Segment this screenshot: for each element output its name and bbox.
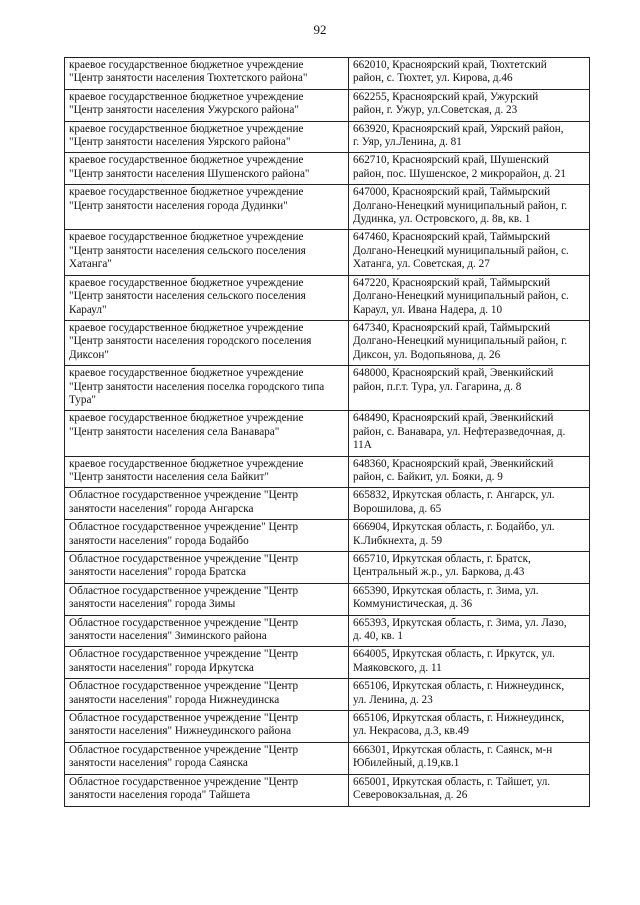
institution-name-cell [65,320,349,365]
table-row [65,275,590,320]
table-row [65,366,590,411]
address-line: 665832, Иркутская область, г. Ангарск, ул. [353,489,555,502]
institution-name-line: Областное государственное учреждение "Центр [69,775,299,788]
institution-name-cell [65,58,349,90]
institution-name-line: занятости населения" города Зимы [69,598,236,611]
address-line: 648360, Красноярский край, Эвенкийский [353,457,554,470]
table-row [65,185,590,230]
address-cell [349,320,590,365]
address-line: Диксон, ул. Водопьянова, д. 26 [353,348,501,361]
address-line: 662010, Красноярский край, Тюхтетский [353,59,547,71]
address-cell [349,488,590,520]
institution-name-line: Областное государственное учреждение "Центр [69,584,299,597]
address-line: район, с. Байкит, ул. Бояки, д. 9 [353,470,503,483]
address-line: 647000, Красноярский край, Таймырский [353,186,551,199]
institution-name-line: краевое государственное бюджетное учреждение [69,154,304,167]
institution-name-line: "Центр занятости населения Тюхтетского района" [69,72,308,85]
institution-name-line: Областное государственное учреждение "Центр [69,680,299,693]
institution-name-line: "Центр занятости населения села Ванавара" [69,425,280,438]
institution-name-line: занятости населения" города Ангарска [69,502,254,515]
address-cell [349,520,590,552]
institution-name-line: краевое государственное бюджетное учреждение [69,276,304,289]
institution-name-line: "Центр занятости населения сельского поселения [69,290,306,303]
institution-name-cell [65,774,349,806]
institution-name-line: "Центр занятости населения Шушенского района" [69,167,310,180]
institution-name-line: "Центр занятости населения села Байкит" [69,470,269,483]
table-row [65,230,590,275]
institution-name-line: Областное государственное учреждение "Центр [69,553,299,565]
address-line: Хатанга, ул. Советская, д. 27 [353,258,490,271]
address-cell [349,411,590,456]
institution-name-line: занятости населения" Зиминского района [69,630,267,643]
institution-name-line: краевое государственное бюджетное учреждение [69,186,304,199]
institution-name-cell [65,366,349,411]
institution-name-cell [65,456,349,488]
address-line: район, г. Ужур, ул.Советская, д. 23 [353,104,518,117]
address-line: 11А [353,439,372,452]
institution-name-cell [65,275,349,320]
institution-name-line: краевое государственное бюджетное учреждение [69,59,304,71]
address-cell [349,774,590,806]
institution-name-line: Областное государственное учреждение "Центр [69,648,299,661]
employment-centers-table [64,57,590,807]
table-row [65,774,590,806]
institution-name-line: "Центр занятости населения Уярского района" [69,136,291,149]
table-row [65,679,590,711]
address-line: Долгано-Ненецкий муниципальный район, г. [353,335,568,348]
table-row [65,58,590,90]
address-cell [349,89,590,121]
address-cell [349,185,590,230]
institution-name-line: занятости населения" города Саянска [69,757,248,770]
institution-name-line: Караул" [69,303,107,316]
address-cell [349,552,590,584]
institution-name-line: краевое государственное бюджетное учреждение [69,231,304,244]
address-line: 647340, Красноярский край, Таймырский [353,321,551,334]
institution-name-line: занятости населения" города Братска [69,566,246,579]
address-line: 665106, Иркутская область, г. Нижнеудинск, [353,680,565,693]
institution-name-line: Областное государственное учреждение "Центр [69,743,299,756]
table-row [65,488,590,520]
institution-name-cell [65,230,349,275]
address-line: Северовокзальная, д. 26 [353,789,468,802]
address-cell [349,456,590,488]
institution-name-cell [65,583,349,615]
table-row [65,456,590,488]
institution-name-line: Диксон" [69,348,109,361]
institution-name-cell [65,89,349,121]
institution-name-line: занятости населения" города Бодайбо [69,534,249,547]
address-line: Коммунистическая, д. 36 [353,598,473,611]
institution-name-line: Областное государственное учреждение" Центр [69,521,299,534]
table-row [65,520,590,552]
address-line: 663920, Красноярский край, Уярский район, [353,122,564,135]
institution-name-cell [65,488,349,520]
institution-name-line: "Центр занятости населения Ужурского района" [69,104,299,117]
table-row [65,583,590,615]
institution-name-cell [65,552,349,584]
address-line: район, п.г.т. Тура, ул. Гагарина, д. 8 [353,380,522,393]
address-line: 666301, Иркутская область, г. Саянск, м-н [353,743,553,756]
address-line: Центральный ж.р., ул. Баркова, д.43 [353,566,525,579]
institution-name-line: краевое государственное бюджетное учреждение [69,412,304,425]
institution-name-cell [65,679,349,711]
address-line: 665710, Иркутская область, г. Братск, [353,553,531,565]
address-line: ул. Некрасова, д.3, кв.49 [353,725,469,738]
address-line: 665393, Иркутская область, г. Зима, ул. Лазо, [353,616,567,629]
institution-name-line: "Центр занятости населения сельского поселения [69,244,306,257]
institution-name-line: занятости населения города" Тайшета [69,789,251,802]
address-line: 664005, Иркутская область, г. Иркутск, ул. [353,648,555,661]
address-line: 647460, Красноярский край, Таймырский [353,231,551,244]
address-cell [349,121,590,153]
table-row [65,711,590,743]
address-line: Юбилейный, д.19,кв.1 [353,757,460,770]
address-line: г. Уяр, ул.Ленина, д. 81 [353,136,462,149]
address-line: д. 40, кв. 1 [353,630,403,643]
address-line: ул. Ленина, д. 23 [353,693,433,706]
address-line: 662710, Красноярский край, Шушенский [353,154,549,167]
address-cell [349,58,590,90]
address-line: 666904, Иркутская область, г. Бодайбо, ул. [353,521,555,534]
address-line: 665106, Иркутская область, г. Нижнеудинск, [353,712,565,725]
institution-name-line: "Центр занятости населения городского поселения [69,335,312,348]
address-line: Дудинка, ул. Островского, д. 8в, кв. 1 [353,213,531,226]
institution-name-line: Областное государственное учреждение "Центр [69,616,299,629]
institution-name-line: занятости населения" города Иркутска [69,661,254,674]
table-row [65,742,590,774]
institution-name-cell [65,185,349,230]
page-number: 92 [313,22,327,37]
address-line: район, с. Тюхтет, ул. Кирова, д.46 [353,72,513,85]
address-line: К.Либкнехта, д. 59 [353,534,443,547]
address-cell [349,230,590,275]
address-line: 662255, Красноярский край, Ужурский [353,90,539,103]
institution-name-line: "Центр занятости населения поселка городского типа [69,380,325,393]
address-cell [349,647,590,679]
institution-name-line: Областное государственное учреждение "Центр [69,712,299,725]
address-cell [349,583,590,615]
institution-name-cell [65,647,349,679]
table-row [65,552,590,584]
table-row [65,615,590,647]
institution-name-line: Тура" [69,393,96,406]
table-body [65,58,590,807]
table-row [65,89,590,121]
address-cell [349,153,590,185]
table-row [65,411,590,456]
institution-name-cell [65,742,349,774]
institution-name-line: краевое государственное бюджетное учреждение [69,367,304,380]
address-cell [349,275,590,320]
institution-name-line: краевое государственное бюджетное учреждение [69,457,304,470]
institution-name-cell [65,520,349,552]
address-line: 665001, Иркутская область, г. Тайшет, ул. [353,775,551,788]
institution-name-line: занятости населения" Нижнеудинского района [69,725,292,738]
institution-name-line: Хатанга" [69,258,112,271]
institution-name-line: краевое государственное бюджетное учреждение [69,321,304,334]
table-row [65,647,590,679]
institution-name-line: занятости населения" города Нижнеудинска [69,693,280,706]
table-row [65,153,590,185]
address-line: Долгано-Ненецкий муниципальный район, г. [353,199,568,212]
institution-name-line: краевое государственное бюджетное учреждение [69,90,304,103]
address-line: 647220, Красноярский край, Таймырский [353,276,551,289]
address-line: Долгано-Ненецкий муниципальный район, с. [353,290,569,303]
institution-name-cell [65,153,349,185]
address-line: 648000, Красноярский край, Эвенкийский [353,367,554,380]
address-line: 648490, Красноярский край, Эвенкийский [353,412,554,425]
table-row [65,320,590,365]
institution-name-cell [65,121,349,153]
address-cell [349,742,590,774]
institution-name-line: "Центр занятости населения города Дудинки" [69,199,288,212]
address-cell [349,711,590,743]
address-line: район, с. Ванавара, ул. Нефтеразведочная, д. [353,425,566,438]
table-row [65,121,590,153]
address-line: Караул, ул. Ивана Надера, д. 10 [353,303,503,316]
address-cell [349,366,590,411]
institution-name-line: Областное государственное учреждение "Центр [69,489,299,502]
address-cell [349,615,590,647]
address-line: 665390, Иркутская область, г. Зима, ул. [353,584,539,597]
address-line: Долгано-Ненецкий муниципальный район, с. [353,244,569,257]
address-cell [349,679,590,711]
institution-name-cell [65,615,349,647]
address-line: Маяковского, д. 11 [353,661,442,674]
institution-name-cell [65,411,349,456]
institution-name-cell [65,711,349,743]
address-line: Ворошилова, д. 65 [353,502,442,515]
institution-name-line: краевое государственное бюджетное учреждение [69,122,304,135]
address-line: район, пос. Шушенское, 2 микрорайон, д. 21 [353,167,566,180]
